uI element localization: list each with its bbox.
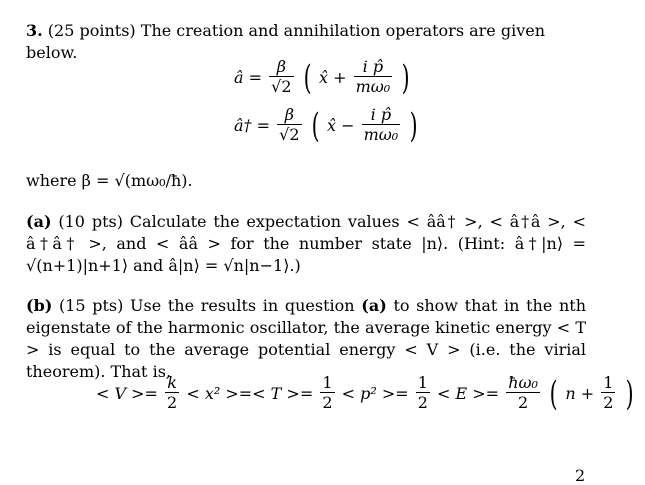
v-expectation: < V >= <box>96 384 158 403</box>
one-half <box>416 374 430 413</box>
hbar-omega0: ħω₀ <box>508 373 538 392</box>
ip-over-momega <box>362 106 401 145</box>
one: 1 <box>603 373 614 392</box>
ip-over-momega <box>354 58 393 97</box>
one-half <box>601 374 615 413</box>
right-paren: ) <box>409 105 418 146</box>
p2-expectation: < p² >= <box>341 384 409 403</box>
left-paren: ( <box>303 57 312 98</box>
a-dagger-lhs: â† = <box>234 116 271 135</box>
one-half <box>320 374 334 413</box>
a-hat-lhs: â = <box>234 68 263 87</box>
part-b-ref: (a) <box>361 296 387 315</box>
e-expectation: < E >= <box>437 384 500 403</box>
creation-equation <box>234 106 421 145</box>
right-paren: ) <box>625 373 634 414</box>
problem-intro-text: The creation and annihilation operators are given below. <box>26 21 546 62</box>
page-number: 2 <box>575 466 586 485</box>
x2-t-expectation: < x² >=< T >= <box>186 384 314 403</box>
n-plus: n + <box>565 384 595 403</box>
ip-hat: i p̂ <box>354 58 393 77</box>
x-hat: x̂ <box>318 68 328 87</box>
part-b <box>26 295 586 383</box>
hbar-omega-over-2 <box>506 374 540 413</box>
beta-over-sqrt2 <box>277 106 301 145</box>
sqrt2: √2 <box>271 77 292 96</box>
k-over-2 <box>165 374 179 413</box>
two: 2 <box>603 393 614 412</box>
one: 1 <box>322 373 333 392</box>
two: 2 <box>167 393 178 412</box>
left-paren: ( <box>311 105 320 146</box>
part-a-text: (10 pts) Calculate the expectation values < ââ† >, < â†â >, < â†â† >, and < ââ > for the number state |n⟩. (Hint: â†|n⟩ = √(n+1)|n+1⟩ and â|n⟩ = √n|n−1⟩.) <box>26 212 586 275</box>
beta: β <box>277 106 301 125</box>
part-b-text-1: (15 pts) Use the results in question <box>59 296 355 315</box>
two: 2 <box>417 393 428 412</box>
m-omega0: mω₀ <box>363 125 399 144</box>
ip-hat: i p̂ <box>362 106 401 125</box>
right-paren: ) <box>401 57 410 98</box>
virial-equation <box>96 374 636 413</box>
two: 2 <box>517 393 529 412</box>
problem-points: (25 points) <box>47 21 136 40</box>
m-omega0: mω₀ <box>355 77 391 96</box>
sqrt2: √2 <box>279 125 300 144</box>
one: 1 <box>417 373 428 392</box>
k: k <box>165 374 179 393</box>
two: 2 <box>322 393 333 412</box>
x-hat: x̂ <box>326 116 336 135</box>
left-paren: ( <box>549 373 558 414</box>
minus-sign: − <box>341 116 355 135</box>
beta-over-sqrt2 <box>269 58 293 97</box>
part-a-label: (a) <box>26 212 52 231</box>
annihilation-equation <box>234 58 413 97</box>
part-b-label: (b) <box>26 296 53 315</box>
where-line: where β = √(mω₀/ħ). <box>26 171 193 190</box>
part-a <box>26 211 586 277</box>
part-b-text-2: to show that in the nth eigenstate of the harmonic oscillator, the average kinetic energy < T > is equal to the average potential energy < V > (i.e. the virial theorem). That is, <box>26 296 587 381</box>
beta: β <box>269 58 293 77</box>
problem-number: 3. <box>26 21 43 40</box>
plus-sign: + <box>333 68 347 87</box>
